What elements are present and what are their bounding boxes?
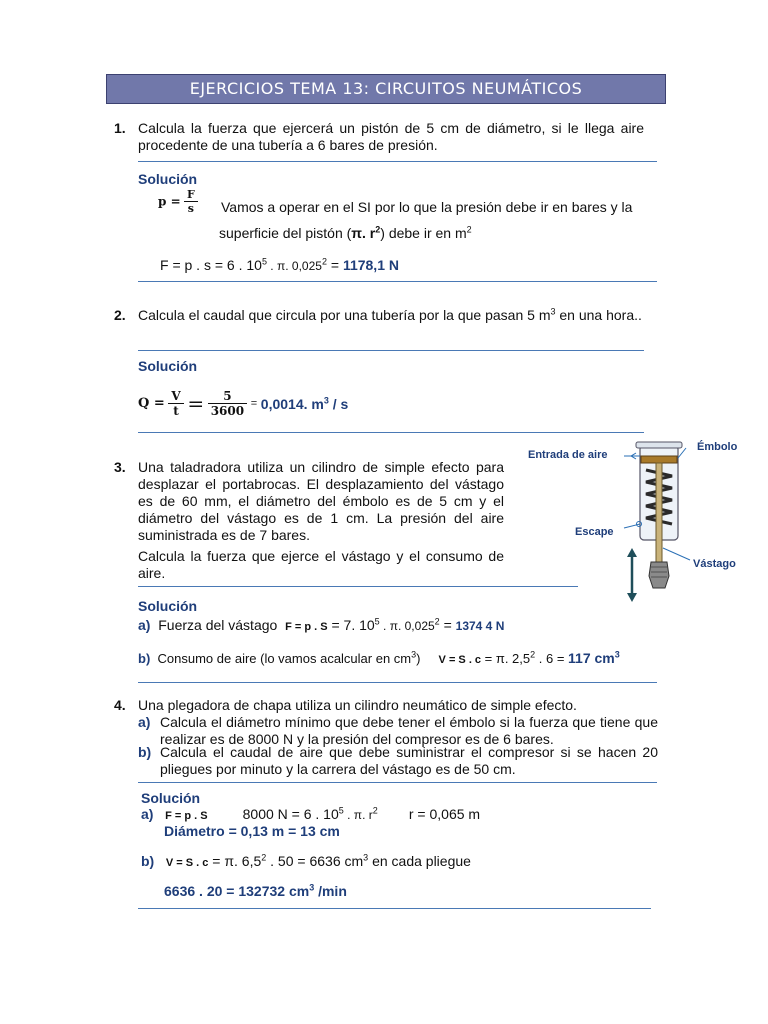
result-exp: 3 — [309, 882, 315, 893]
calc-text-2: . π. 0,025 — [266, 259, 322, 273]
exercise-3-statement: Una taladradora utiliza un cilindro de simple efecto para desplazar el portabrocas. El desplazamiento del vástago es de 60 mm, el diámetro del émbolo es de 5 cm y el diámetro del vástago es de 1 cm. La presión del aire suministrada es de 7 bares. — [138, 459, 504, 543]
calc-exp-2: 2 — [372, 805, 378, 816]
part-label: b) — [141, 853, 155, 869]
part-text-end: ) — [416, 651, 421, 666]
part-label: a) — [138, 617, 151, 633]
calc-exp: 2 — [261, 852, 267, 863]
result-value: 0,0014. m — [260, 395, 324, 412]
fraction-numerator: F — [184, 188, 198, 202]
exercise-3-number: 3. — [114, 459, 126, 475]
divider — [138, 586, 578, 587]
calc-exp-2: 2 — [434, 616, 440, 627]
leader-line-piston — [678, 448, 686, 458]
exercise-4-solution-label: Solución — [141, 790, 201, 806]
note-text: superficie del pistón ( — [219, 225, 352, 241]
divider — [138, 682, 657, 683]
exercise-3-part-b — [138, 650, 620, 669]
calc-text: F = p . s = 6 . 10 — [160, 257, 262, 273]
calc-equals: = — [439, 617, 456, 633]
arrow-head-up — [627, 548, 637, 557]
divider — [138, 432, 644, 433]
exercise-4-b-label: b) — [138, 744, 152, 760]
result-unit: /min — [314, 883, 347, 899]
calc-exp: 2 — [530, 649, 536, 660]
result-unit: / s — [328, 395, 349, 412]
calc-exp-2: 3 — [363, 852, 369, 863]
fraction-5-over-3600 — [208, 389, 247, 418]
page-title: EJERCICIOS TEMA 13: CIRCUITOS NEUMÁTICOS — [189, 79, 583, 98]
exercise-2-result — [261, 396, 349, 412]
equals-sign: = — [187, 391, 205, 416]
note-exp-2: 2 — [466, 224, 472, 235]
piston — [641, 456, 677, 463]
exercise-4-a-text: Calcula el diámetro mínimo que debe tener el émbolo si la fuerza que tiene que realizar es de 8000 N y la presión del compresor es de 6 bares. — [160, 714, 658, 747]
result-exp: 3 — [323, 394, 329, 405]
divider — [138, 281, 657, 282]
exercise-3-part-a — [138, 617, 504, 636]
calc-exp: 5 — [261, 256, 267, 267]
exercise-4a-result: Diámetro = 0,13 m = 13 cm — [164, 823, 340, 839]
cylinder-diagram — [520, 436, 750, 606]
formula: V = S . c — [438, 654, 482, 666]
label-piston: Émbolo — [697, 441, 738, 453]
exercise-1-statement: Calcula la fuerza que ejercerá un pistón de 5 cm de diámetro, si le llega aire procedente de una tubería a 6 bares de presión. — [138, 120, 644, 153]
exercise-1-solution-label: Solución — [138, 171, 198, 187]
exercise-2-solution-label: Solución — [138, 358, 198, 374]
exercise-3b-result — [568, 650, 620, 666]
formula: F = p . S — [285, 621, 328, 633]
part-label: a) — [141, 806, 154, 822]
exercise-2-statement — [138, 307, 644, 324]
divider — [138, 908, 651, 909]
calc-exp-2: 2 — [321, 256, 327, 267]
exercise-1-number: 1. — [114, 120, 126, 136]
fraction-f-over-s — [184, 188, 198, 215]
rod — [656, 463, 662, 563]
exercise-4-number: 4. — [114, 697, 126, 713]
fraction-v-over-t — [168, 389, 183, 418]
exercise-1-note-line-1: Vamos a operar en el SI por lo que la presión debe ir en bares y la — [221, 199, 633, 215]
statement-text-end: en una hora.. — [555, 307, 642, 323]
label-air-inlet: Entrada de aire — [528, 449, 608, 461]
note-text-end: ) debe ir en m — [380, 225, 467, 241]
result-value: 117 cm — [568, 650, 615, 666]
exercise-1-formula — [158, 188, 198, 215]
calc-text-2: . 6 = — [535, 651, 569, 666]
title-banner — [106, 74, 666, 104]
calc-text-2: . 50 = 6636 cm — [266, 853, 364, 869]
calc-text-2: . π. 0,025 — [379, 619, 435, 633]
leader-line-rod — [663, 548, 690, 560]
formula: V = S . c — [165, 857, 209, 869]
fraction-denominator: t — [173, 404, 179, 418]
radius-result: r = 0,065 m — [408, 806, 481, 822]
equals-sign-small: = — [250, 397, 258, 410]
fraction-denominator: s — [187, 202, 194, 215]
statement-text: Calcula el caudal que circula por una tubería por la que pasan 5 m — [138, 307, 551, 323]
note-pi-r: π. r — [351, 225, 376, 241]
exercise-4-a-label: a) — [138, 714, 151, 730]
exercise-4-b-text: Calcula el caudal de aire que debe suministrar el compresor si se hacen 20 pliegues por minuto y la carrera del vástago es de 50 cm. — [160, 744, 658, 777]
formula-lhs: p = — [158, 194, 181, 209]
calc-exp: 5 — [338, 805, 344, 816]
note-exp: 2 — [375, 224, 381, 235]
exercise-3-question: Calcula la fuerza que ejerce el vástago y el consumo de aire. — [138, 548, 504, 581]
exercise-1-result: 1178,1 N — [342, 257, 399, 273]
calc-text: = π. 6,5 — [208, 853, 262, 869]
exercise-3a-result: 1374 4 N — [455, 619, 505, 633]
fraction-numerator: V — [168, 389, 183, 404]
exercise-3-solution-label: Solución — [138, 598, 198, 614]
result-exp: 3 — [614, 649, 620, 660]
exercise-1-note-line-2 — [219, 225, 472, 242]
calc-text-3: en cada pliegue — [368, 853, 471, 869]
result-value: 6636 . 20 = 132732 cm — [164, 883, 310, 899]
part-text: Fuerza del vástago — [158, 617, 278, 633]
part-exp: 3 — [411, 649, 417, 660]
fraction-numerator: 5 — [208, 389, 247, 404]
label-rod: Vástago — [693, 558, 736, 570]
divider — [138, 782, 657, 783]
drill-chuck — [649, 562, 669, 588]
calc-exp: 5 — [374, 616, 380, 627]
calc-text: = 7. 10 — [327, 617, 375, 633]
exercise-2-number: 2. — [114, 307, 126, 323]
exercise-2-formula — [138, 389, 348, 418]
divider — [138, 161, 657, 162]
calc-text: = π. 2,5 — [481, 651, 531, 666]
part-label: b) — [138, 651, 151, 666]
formula: F = p . S — [165, 810, 208, 822]
exercise-4-solution-b — [141, 853, 471, 872]
arrow-head-down — [627, 593, 637, 602]
exercise-4b-result — [164, 883, 347, 900]
divider — [138, 350, 644, 351]
calc-text-2: . π. r — [343, 808, 373, 822]
calc-text: 8000 N = 6 . 10 — [242, 806, 339, 822]
exercise-1-calculation — [160, 257, 399, 275]
cylinder-cap — [636, 442, 682, 448]
formula-lhs: Q = — [138, 396, 165, 411]
label-exhaust: Escape — [575, 526, 614, 538]
statement-exp: 3 — [550, 306, 556, 317]
exercise-4-statement: Una plegadora de chapa utiliza un cilindro neumático de simple efecto. — [138, 697, 577, 713]
fraction-denominator: 3600 — [210, 404, 245, 418]
calc-equals: = — [326, 257, 343, 273]
part-text: Consumo de aire (lo vamos acalcular en cm — [157, 651, 412, 666]
